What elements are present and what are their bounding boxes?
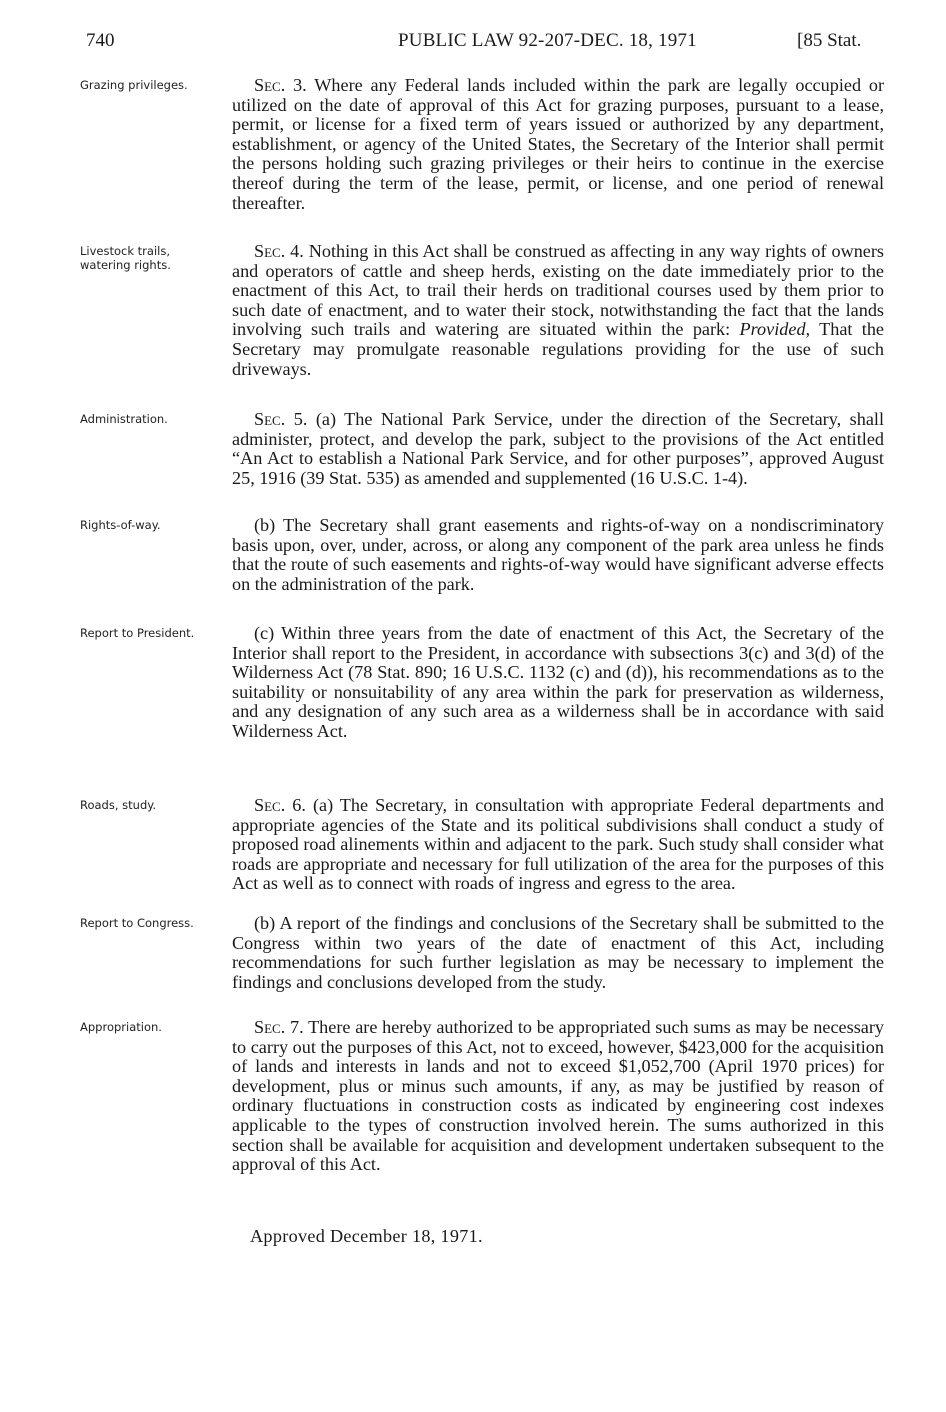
section-3-text: Where any Federal lands included within the park are legally occupied or utilized on the date of approval of this Act for grazing purposes, pursuant to a lease, permit, or license for a fixed term of years issued or authorized by any department, establishment, or agency of the United States, the Secretary of the Interior shall permit the persons holding such grazing privileges or their heirs to continue in the exercise thereof during the term of the lease, permit, or license, and one period of renewal thereafter. bbox=[232, 75, 885, 213]
section-7-lead: Sec. 7. bbox=[254, 1017, 304, 1037]
margin-note-grazing: Grazing privileges. bbox=[80, 78, 188, 92]
section-6a-paragraph bbox=[232, 796, 884, 894]
page-number: 740 bbox=[86, 30, 115, 51]
section-5b-text: (b) The Secretary shall grant easements and rights-of-way on a nondiscriminatory basis upon, over, under, across, or along any component of the park area unless he finds that the route of such easements and rights-of-way would have significant adverse effects on the administration of the park. bbox=[232, 515, 884, 594]
section-3-lead: Sec. 3. bbox=[254, 75, 307, 95]
law-title: PUBLIC LAW 92-207-DEC. 18, 1971 bbox=[398, 30, 697, 51]
section-6b-paragraph bbox=[232, 914, 884, 992]
margin-note-administration: Administration. bbox=[80, 412, 168, 426]
section-4-proviso: Provided, bbox=[739, 319, 811, 340]
section-5b-paragraph bbox=[232, 516, 884, 594]
section-6a-text: (a) The Secretary, in consultation with appropriate Federal departments and appropriate agencies of the State and its political subdivisions shall conduct a study of proposed road alinements within and adjacent to the park. Such study shall consider what roads are appropriate and necessary for full utilization of the area for the purposes of this Act as well as to connect with roads of ingress and egress to the area. bbox=[232, 795, 885, 894]
margin-note-roads-study: Roads, study. bbox=[80, 798, 157, 812]
section-4-paragraph bbox=[232, 242, 884, 379]
section-5a-paragraph bbox=[232, 410, 884, 488]
margin-note-livestock: Livestock trails, watering rights. bbox=[80, 244, 171, 272]
section-4-text: Nothing in this Act shall be construed as affecting in any way rights of owners and operators of cattle and sheep herds, existing on the date immediately prior to the enactment of this Act, to trail their herds on traditional courses used by them prior to such date of enactment, and to water their stock, notwithstanding the fact that the lands involving such trails and watering are situated within the park: bbox=[232, 241, 885, 340]
section-7-text: There are hereby authorized to be appropriated such sums as may be necessary to carry out the purposes of this Act, not to exceed, however, $423,000 for the acquisition of lands and interests in lands and not to exceed $1,052,700 (April 1970 prices) for development, plus or minus such amounts, if any, as may be justified by reason of ordinary fluctuations in construction costs as indicated by engineering cost indexes applicable to the types of construction involved herein. The sums authorized in this section shall be available for acquisition and development undertaken subsequent to the approval of this Act. bbox=[232, 1017, 884, 1175]
section-5c-text: (c) Within three years from the date of enactment of this Act, the Secretary of the Interior shall report to the President, in accordance with subsections 3(c) and 3(d) of the Wilderness Act (78 Stat. 890; 16 U.S.C. 1132 (c) and (d)), his recommendations as to the suitability or nonsuitability of any area within the park for preservation as wilderness, and any designation of any such area as a wilderness shall be in accordance with said Wilderness Act. bbox=[232, 623, 884, 741]
margin-note-appropriation: Appropriation. bbox=[80, 1020, 162, 1034]
section-5c-paragraph bbox=[232, 624, 884, 742]
page-header bbox=[0, 30, 946, 56]
margin-note-report-president: Report to President. bbox=[80, 626, 195, 640]
section-5-lead: Sec. 5. bbox=[254, 409, 308, 429]
margin-note-report-congress: Report to Congress. bbox=[80, 916, 194, 930]
stat-reference: [85 Stat. bbox=[797, 30, 862, 51]
section-4-lead: Sec. 4. bbox=[254, 241, 304, 261]
section-4-text-after: That the Secretary may promulgate reasonable regulations providing for the use of such driveways. bbox=[232, 319, 884, 379]
section-3-paragraph bbox=[232, 76, 884, 213]
section-7-paragraph bbox=[232, 1018, 884, 1175]
margin-note-rights-of-way: Rights-of-way. bbox=[80, 518, 161, 532]
section-6-lead: Sec. 6. bbox=[254, 795, 306, 815]
section-6b-text: (b) A report of the findings and conclusions of the Secretary shall be submitted to the Congress within two years of the date of enactment of this Act, including recommendations for such further legislation as may be necessary to implement the findings and conclusions developed from the study. bbox=[232, 913, 884, 992]
section-5a-text: (a) The National Park Service, under the direction of the Secretary, shall administer, protect, and develop the park, subject to the provisions of the Act entitled “An Act to establish a National Park Service, and for other purposes”, approved August 25, 1916 (39 Stat. 535) as amended and supplemented (16 U.S.C. 1-4). bbox=[232, 409, 884, 488]
approval-line: Approved December 18, 1971. bbox=[250, 1226, 483, 1246]
